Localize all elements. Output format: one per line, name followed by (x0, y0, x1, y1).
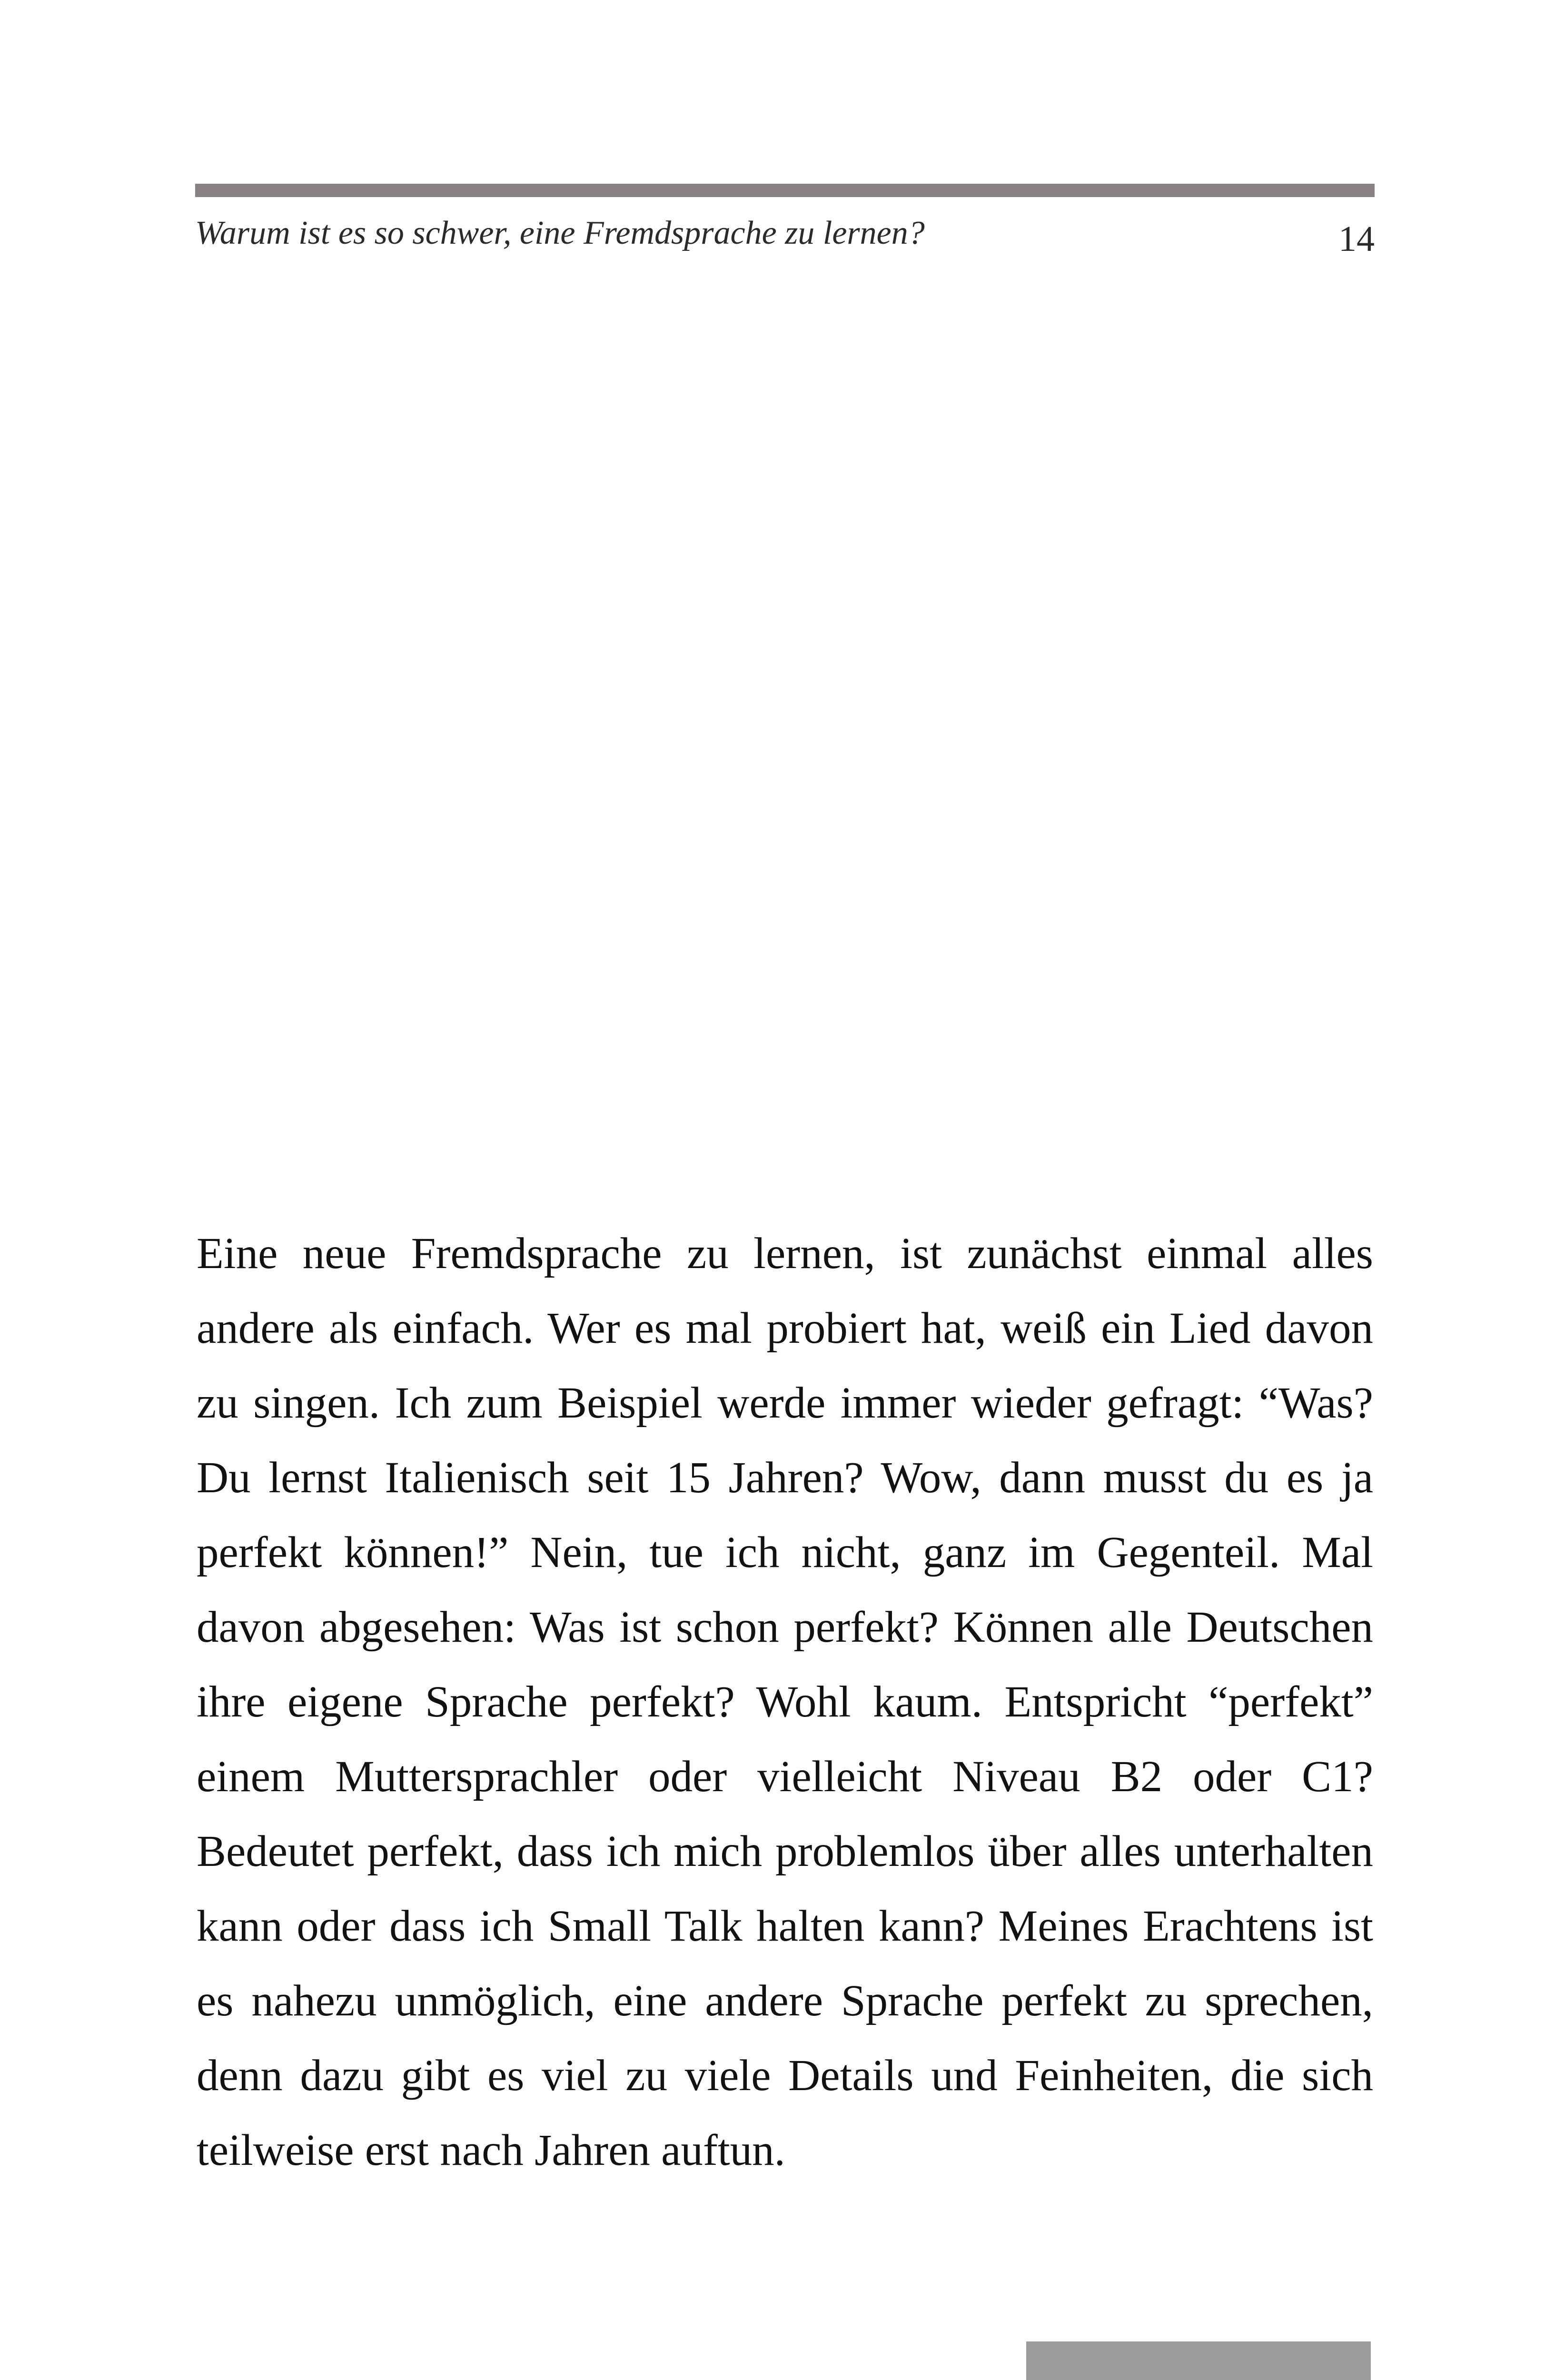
running-title: Warum ist es so schwer, eine Fremdsprache zu lernen? (195, 215, 925, 251)
footer-nav-block[interactable] (1026, 2341, 1371, 2380)
body-paragraph: Eine neue Fremdsprache zu lernen, ist zunächst einmal alles andere als einfach. Wer es mal probiert hat, weiß ein Lied davon zu singen. Ich zum Beispiel werde immer wieder gefragt: “Was? Du lernst Italienisch seit 15 Jahren? Wow, dann musst du es ja perfekt können!” Nein, tue ich nicht, ganz im Gegenteil. Mal davon abgesehen: Was ist schon perfekt? Können alle Deutschen ihre eigene Sprache perfekt? Wohl kaum. Entspricht “perfekt” einem Muttersprachler oder vielleicht Niveau B2 oder C1? Bedeutet perfekt, dass ich mich problemlos über alles unterhalten kann oder dass ich Small Talk halten kann? Meines Erachtens ist es nahezu unmöglich, eine andere Sprache perfekt zu sprechen, denn dazu gibt es viel zu viele Details und Feinheiten, die sich teilweise erst nach Jahren auftun. (197, 1229, 1373, 2175)
page-number: 14 (1338, 219, 1375, 259)
header-rule (195, 184, 1375, 197)
